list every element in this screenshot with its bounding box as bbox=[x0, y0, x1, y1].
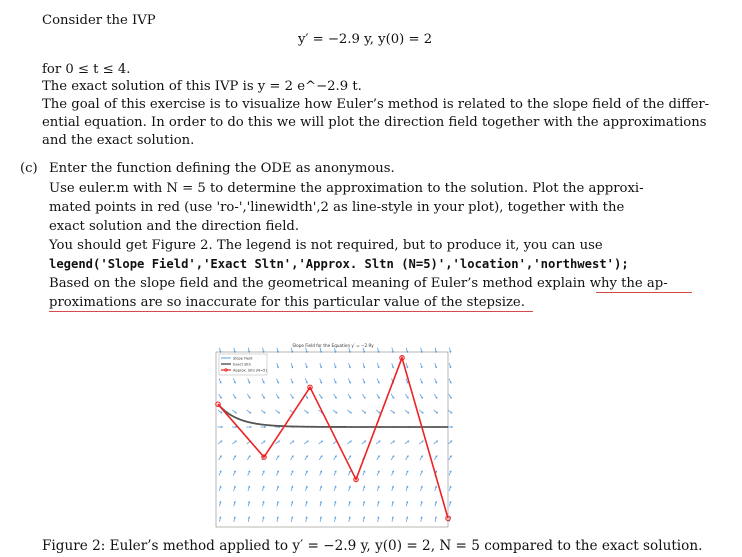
legend-label-approx: Approx. Sltn (N=5) bbox=[233, 368, 267, 373]
slope-arrow bbox=[247, 410, 251, 413]
slope-arrow bbox=[391, 410, 395, 413]
part-c-line-3: mated points in red (use 'ro-','linewidth',2 as line-style in your plot), together with the bbox=[49, 200, 625, 215]
domain-line: for 0 ≤ t ≤ 4. bbox=[42, 62, 131, 77]
slope-arrow bbox=[232, 441, 236, 444]
exact-solution-line: The exact solution of this IVP is y = 2 e^−2.9 t. bbox=[42, 79, 362, 94]
slope-arrow bbox=[218, 441, 222, 444]
goal-line-3: and the exact solution. bbox=[42, 133, 195, 148]
underline-2 bbox=[49, 311, 533, 312]
part-c-line-1: Enter the function defining the ODE as anonymous. bbox=[49, 161, 395, 176]
part-c-line-2: Use euler.m with N = 5 to determine the approximation to the solution. Plot the approxi- bbox=[49, 181, 644, 196]
approx-line bbox=[218, 358, 448, 519]
figure-caption: Figure 2: Euler’s method applied to y′ = −2.9 y, y(0) = 2, N = 5 compared to the exact solution. bbox=[42, 538, 703, 554]
part-c-line-5: You should get Figure 2. The legend is not required, but to produce it, you can use bbox=[49, 238, 603, 253]
slope-arrow bbox=[405, 441, 409, 444]
part-label: (c) bbox=[20, 161, 38, 176]
exact-solution-curve bbox=[218, 404, 448, 427]
goal-line-2: ential equation. In order to do this we will plot the direction field together with the approximations bbox=[42, 115, 707, 130]
goal-line-1: The goal of this exercise is to visualize how Euler’s method is related to the slope field of the differ- bbox=[42, 97, 710, 112]
slope-arrow bbox=[304, 410, 308, 413]
slope-arrow bbox=[261, 410, 265, 413]
slope-arrow bbox=[347, 441, 351, 444]
slope-arrow bbox=[232, 410, 236, 413]
slope-arrow bbox=[218, 410, 222, 413]
slope-arrow bbox=[362, 441, 366, 444]
slope-arrow bbox=[448, 441, 452, 444]
slope-arrow bbox=[376, 410, 380, 413]
slope-arrow bbox=[419, 410, 423, 413]
plot-title: Slope Field for the Equation y′ = −2.9y bbox=[292, 343, 374, 348]
slope-arrow bbox=[405, 410, 409, 413]
slope-arrow bbox=[276, 410, 280, 413]
slope-arrow bbox=[333, 410, 337, 413]
underline-1 bbox=[596, 292, 692, 293]
slope-arrow bbox=[376, 441, 380, 444]
intro-heading: Consider the IVP bbox=[42, 13, 156, 28]
slope-arrow bbox=[304, 441, 308, 444]
legend bbox=[219, 354, 267, 375]
plot-frame bbox=[216, 352, 448, 527]
legend-label-slope: Slope Field bbox=[233, 356, 253, 361]
slope-arrow bbox=[448, 410, 452, 413]
legend-label-exact: Exact Sltn bbox=[233, 362, 252, 367]
ivp-equation: y′ = −2.9 y, y(0) = 2 bbox=[298, 32, 433, 47]
slope-arrow bbox=[419, 441, 423, 444]
slope-arrow bbox=[362, 410, 366, 413]
part-c-line-8: proximations are so inaccurate for this particular value of the stepsize. bbox=[49, 295, 525, 310]
slope-arrow bbox=[276, 441, 280, 444]
slope-field-plot bbox=[213, 341, 453, 531]
slope-arrow bbox=[261, 441, 265, 444]
slope-arrow bbox=[290, 441, 294, 444]
part-c-line-4: exact solution and the direction field. bbox=[49, 219, 300, 234]
slope-arrow bbox=[347, 410, 351, 413]
slope-arrow bbox=[319, 441, 323, 444]
slope-arrow bbox=[391, 441, 395, 444]
part-c-line-7: Based on the slope field and the geometrical meaning of Euler’s method explain why the ap- bbox=[49, 276, 668, 291]
approx-series bbox=[216, 356, 450, 521]
slope-arrow bbox=[434, 410, 438, 413]
legend-code-line: legend('Slope Field','Exact Sltn','Approx. Sltn (N=5)','location','northwest'); bbox=[49, 257, 629, 271]
figure bbox=[213, 341, 453, 531]
slope-arrow bbox=[434, 441, 438, 444]
